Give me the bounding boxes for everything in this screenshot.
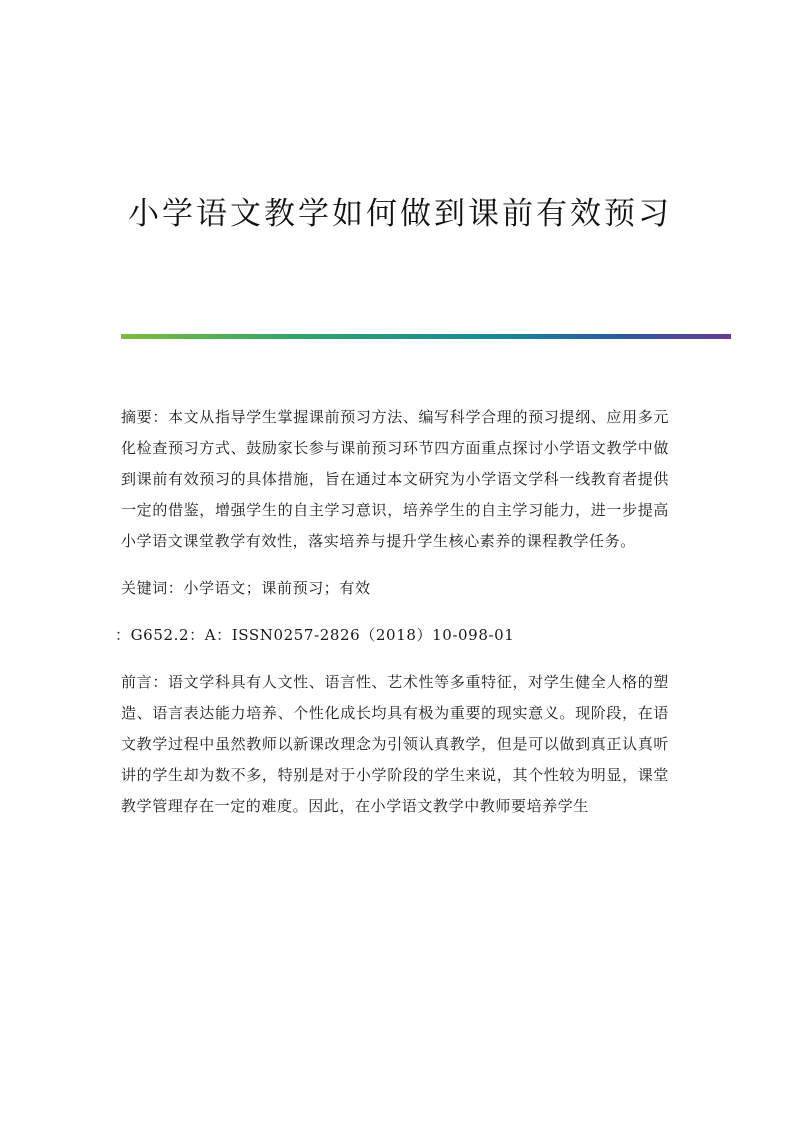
document-title: 小学语文教学如何做到课前有效预习 [128,196,672,232]
preface-paragraph: 前言：语文学科具有人文性、语言性、艺术性等多重特征，对学生健全人格的塑造、语言表达能力培养、个性化成长均具有极为重要的现实意义。现阶段，在语文教学过程中虽然教师以新课改理念为引领认真教学，但是可以做到真正认真听讲的学生却为数不多，特别是对于小学阶段的学生来说，其个性较为明显，课堂教学管理存在一定的难度。因此，在小学语文教学中教师要培养学生 [121,673,669,815]
classification-line: ：G652.2：A：ISSN0257-2826（2018）10-098-01 [115,626,515,644]
keywords-line: 关键词：小学语文；课前预习；有效 [121,579,371,597]
abstract-paragraph: 摘要：本文从指导学生掌握课前预习方法、编写科学合理的预习提纲、应用多元化检查预习方式、鼓励家长参与课前预习环节四方面重点探讨小学语文教学中做到课前有效预习的具体措施，旨在通过本文研究为小学语文学科一线教育者提供一定的借鉴，增强学生的自主学习意识，培养学生的自主学习能力，进一步提高小学语文课堂教学有效性，落实培养与提升学生核心素养的课程教学任务。 [121,408,669,550]
document-body [115,402,669,838]
title-divider [121,334,731,339]
